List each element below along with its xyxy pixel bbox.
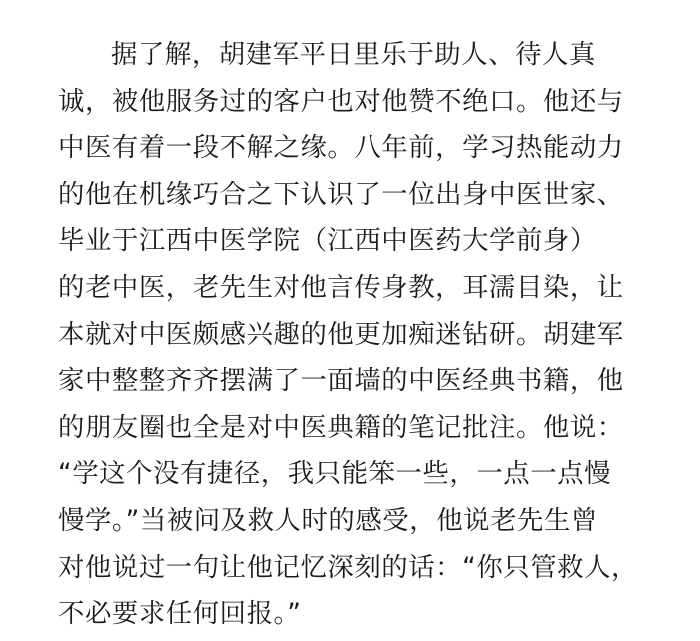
- paragraph-line: 家中整整齐齐摆满了一面墙的中医经典书籍，他: [58, 365, 624, 397]
- paragraph-line: 不必要求任何回报。”: [58, 598, 302, 630]
- paragraph-line: 本就对中医颇感兴趣的他更加痴迷钻研。胡建军: [58, 318, 624, 350]
- paragraph-line: 的朋友圈也全是对中医典籍的笔记批注。他说：: [58, 411, 624, 443]
- paragraph-line: “学这个没有捷径，我只能笨一些，一点一点慢: [58, 458, 612, 490]
- paragraph-line: 毕业于江西中医学院（江西中医药大学前身）: [58, 225, 597, 257]
- paragraph-line: 据了解，胡建军平日里乐于助人、待人真: [111, 39, 596, 70]
- paragraph-line: 对他说过一句让他记忆深刻的话：“你只管救人，: [58, 551, 638, 583]
- paragraph-line: 中医有着一段不解之缘。八年前，学习热能动力: [58, 132, 624, 164]
- article-paragraph: [58, 32, 642, 638]
- paragraph-line: 的他在机缘巧合之下认识了一位出身中医世家、: [58, 178, 624, 210]
- paragraph-line: 慢学。”当被问及救人时的感受，他说老先生曾: [58, 504, 598, 536]
- paragraph-line: 的老中医，老先生对他言传身教，耳濡目染，让: [58, 271, 624, 303]
- paragraph-line: 诚，被他服务过的客户也对他赞不绝口。他还与: [58, 85, 624, 117]
